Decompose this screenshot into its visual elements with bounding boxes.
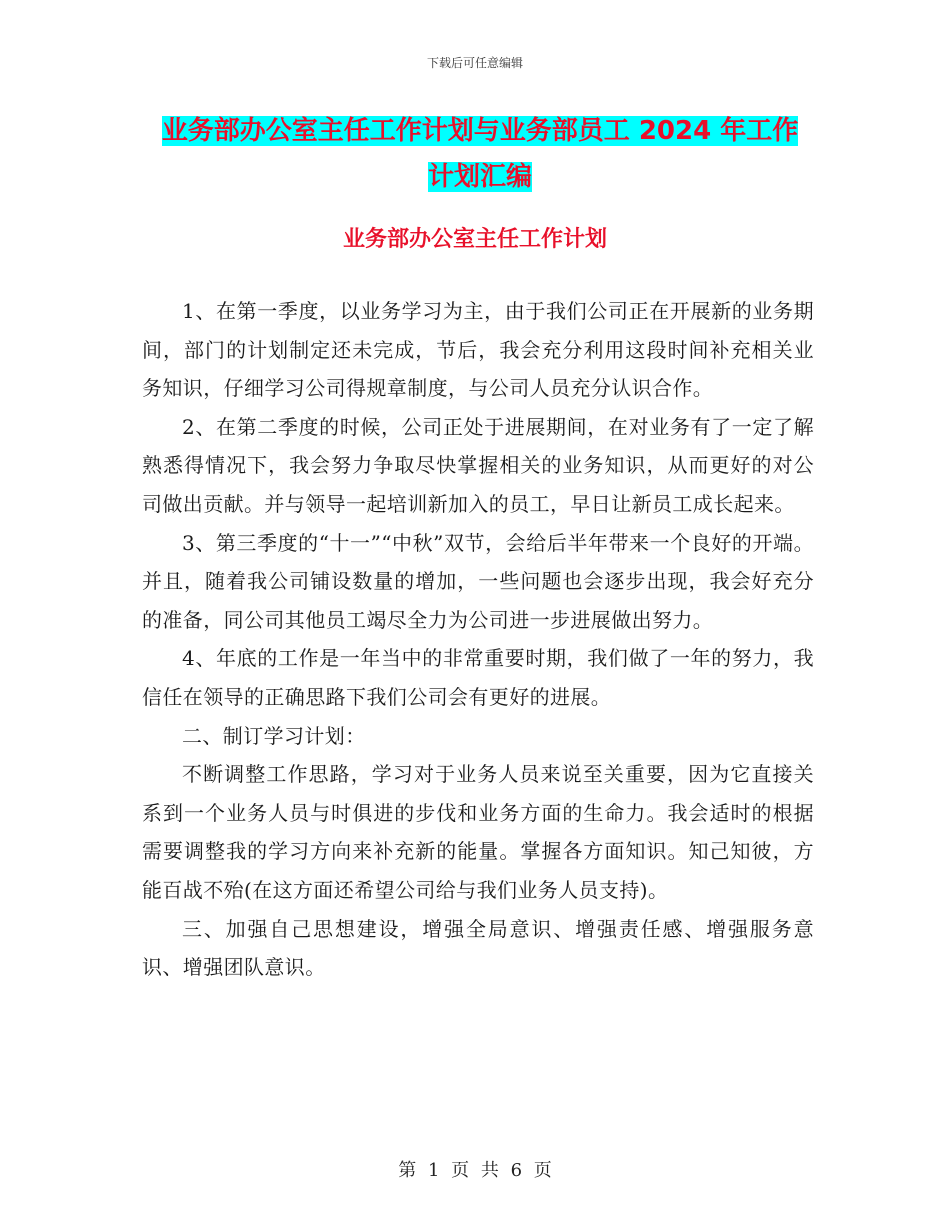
section-title: 业务部办公室主任工作计划 [342,227,607,252]
paragraph-1: 1、在第一季度，以业务学习为主，由于我们公司正在开展新的业务期间，部门的计划制定还未完成，节后，我会充分利用这段时间补充相关业务知识，仔细学习公司得规章制度，与公司人员充分认识合作。 [142,299,814,401]
document-title [140,108,820,200]
paragraph-6: 不断调整工作思路，学习对于业务人员来说至关重要，因为它直接关系到一个业务人员与时俱进的步伐和业务方面的生命力。我会适时的根据需要调整我的学习方向来补充新的能量。掌握各方面知识。知己知彼，方能百战不殆(在这方面还希望公司给与我们业务人员支持)。 [142,762,814,902]
document-title-line-2: 计划汇编 [427,162,532,192]
document-body [142,292,814,987]
paragraph-3: 3、第三季度的“十一”“中秋”双节，会给后半年带来一个良好的开端。并且，随着我公司铺设数量的增加，一些问题也会逐步出现，我会好充分的准备，同公司其他员工竭尽全力为公司进一步进展做出努力。 [142,530,814,632]
paragraph-5: 二、制订学习计划： [182,723,366,748]
header-note: 下载后可任意编辑 [426,56,523,70]
page-number-footer: 第 1 页 共 6 页 [398,1160,552,1181]
paragraph-2: 2、在第二季度的时候，公司正处于进展期间，在对业务有了一定了解熟悉得情况下，我会努力争取尽快掌握相关的业务知识，从而更好的对公司做出贡献。并与领导一起培训新加入的员工，早日让新员工成长起来。 [142,414,814,516]
paragraph-7: 三、加强自己思想建设，增强全局意识、增强责任感、增强服务意识、增强团队意识。 [142,916,814,980]
document-title-line-1: 业务部办公室主任工作计划与业务部员工 2024 年工作 [161,116,799,146]
paragraph-4: 4、年底的工作是一年当中的非常重要时期，我们做了一年的努力，我信任在领导的正确思路下我们公司会有更好的进展。 [142,646,814,709]
